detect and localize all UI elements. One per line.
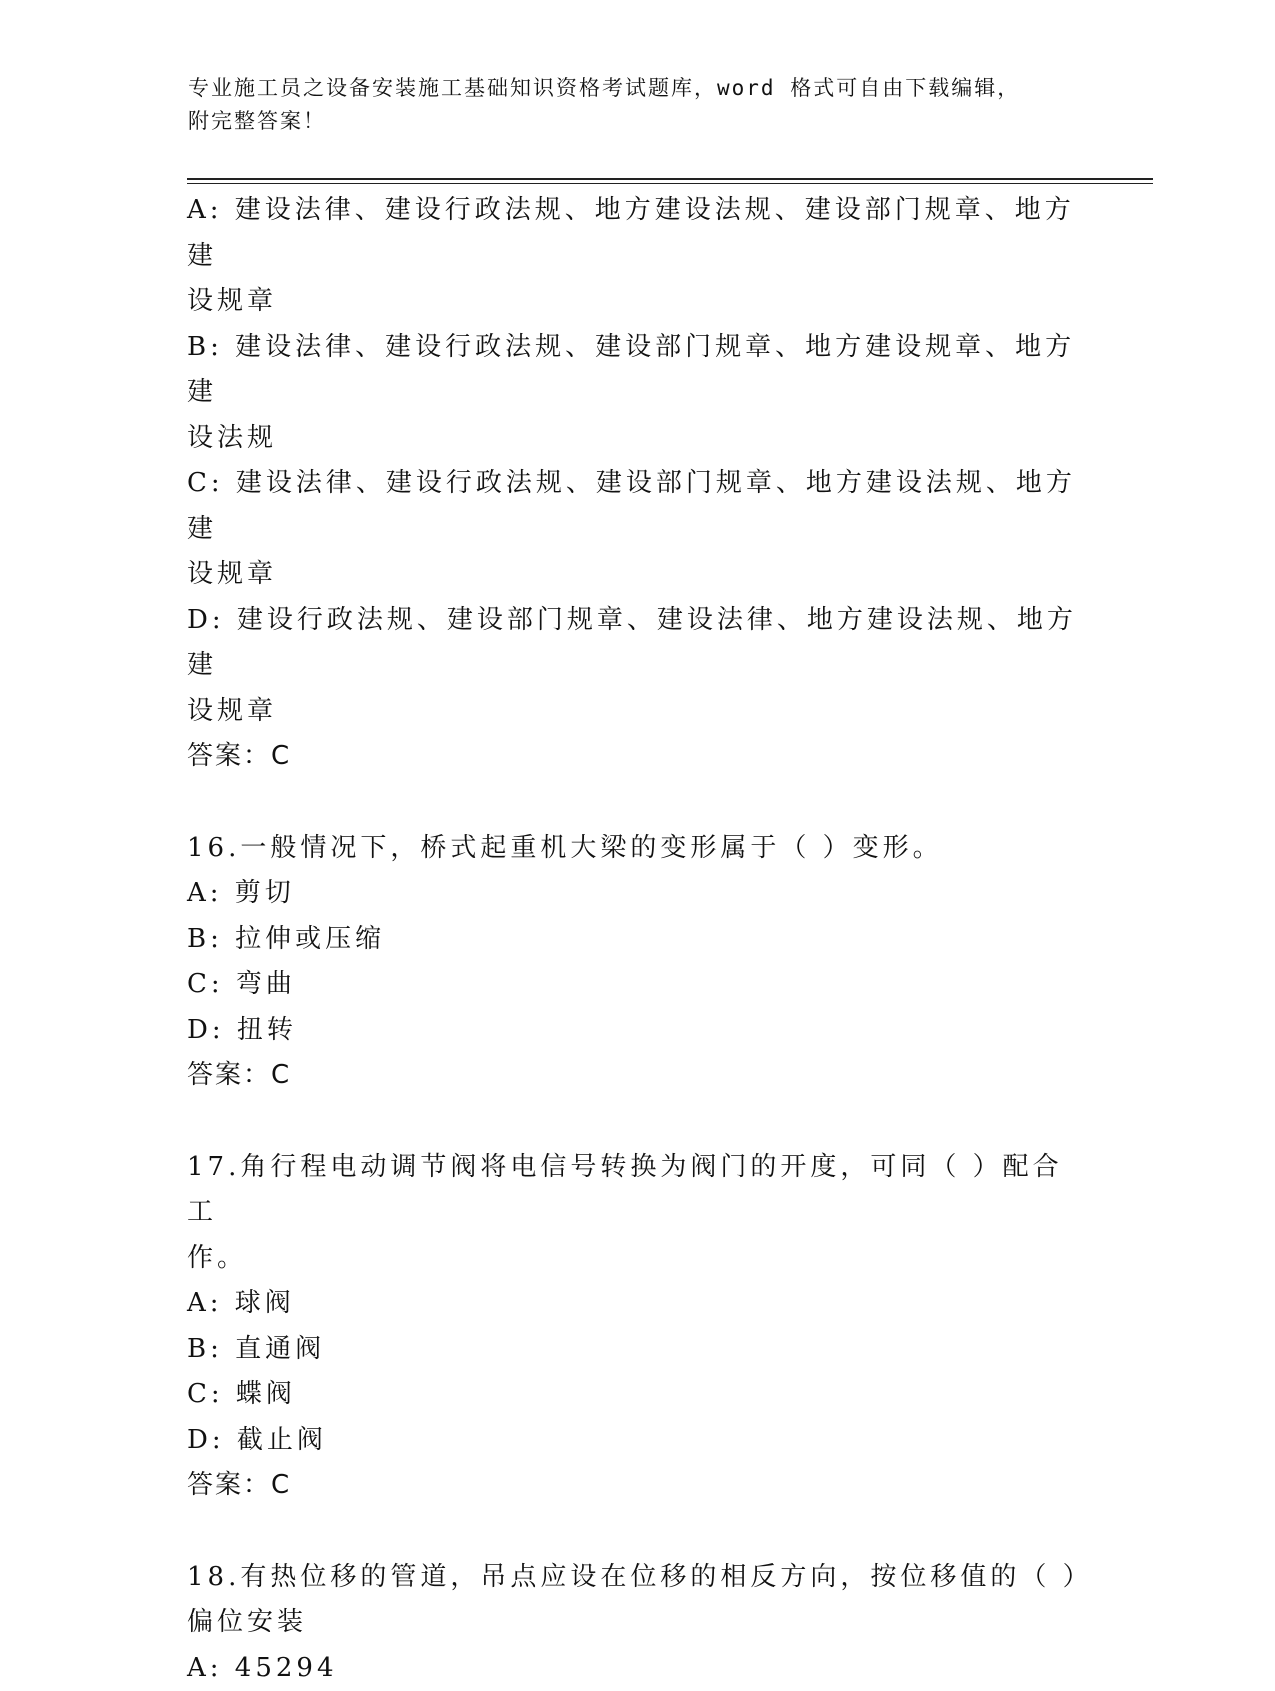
option-d: D: 扭转 — [187, 1008, 1087, 1054]
question-text-line-1: 18.有热位移的管道，吊点应设在位移的相反方向，按位移值的（ ） — [187, 1555, 1087, 1601]
spacer — [187, 1099, 1087, 1145]
option-a: A: 剪切 — [187, 871, 1087, 917]
header-line-2: 附完整答案！ — [188, 105, 1068, 138]
question-15 — [187, 188, 1087, 780]
question-18 — [187, 1555, 1087, 1691]
option-a: A: 45294 — [187, 1646, 1087, 1691]
question-text-line-1: 17.角行程电动调节阀将电信号转换为阀门的开度，可同（ ）配合工 — [187, 1145, 1087, 1236]
option-c-line-1: C: 建设法律、建设行政法规、建设部门规章、地方建设法规、地方建 — [187, 461, 1087, 552]
header-divider-thick — [187, 178, 1153, 180]
option-d-line-1: D: 建设行政法规、建设部门规章、建设法律、地方建设法规、地方建 — [187, 598, 1087, 689]
option-b: B: 拉伸或压缩 — [187, 917, 1087, 963]
option-a: A: 球阀 — [187, 1281, 1087, 1327]
question-17 — [187, 1145, 1087, 1509]
question-text-line-2: 偏位安装 — [187, 1600, 1087, 1646]
document-header — [188, 72, 1068, 138]
option-c-line-2: 设规章 — [187, 552, 1087, 598]
question-text: 16.一般情况下，桥式起重机大梁的变形属于（ ）变形。 — [187, 826, 1087, 872]
option-b-line-1: B: 建设法律、建设行政法规、建设部门规章、地方建设规章、地方建 — [187, 325, 1087, 416]
option-a-line-2: 设规章 — [187, 279, 1087, 325]
spacer — [187, 780, 1087, 826]
option-d: D: 截止阀 — [187, 1418, 1087, 1464]
option-a-line-1: A: 建设法律、建设行政法规、地方建设法规、建设部门规章、地方建 — [187, 188, 1087, 279]
question-16 — [187, 826, 1087, 1099]
answer-line: 答案：C — [187, 1053, 1087, 1099]
header-line-1: 专业施工员之设备安装施工基础知识资格考试题库，word 格式可自由下载编辑， — [188, 72, 1068, 105]
option-b-line-2: 设法规 — [187, 416, 1087, 462]
answer-line: 答案：C — [187, 734, 1087, 780]
option-c: C: 弯曲 — [187, 962, 1087, 1008]
option-c: C: 蝶阀 — [187, 1372, 1087, 1418]
spacer — [187, 1509, 1087, 1555]
option-b: B: 直通阀 — [187, 1327, 1087, 1373]
option-d-line-2: 设规章 — [187, 689, 1087, 735]
question-list — [187, 188, 1087, 1691]
question-text-line-2: 作。 — [187, 1236, 1087, 1282]
answer-line: 答案：C — [187, 1463, 1087, 1509]
header-divider-thin — [187, 183, 1153, 184]
